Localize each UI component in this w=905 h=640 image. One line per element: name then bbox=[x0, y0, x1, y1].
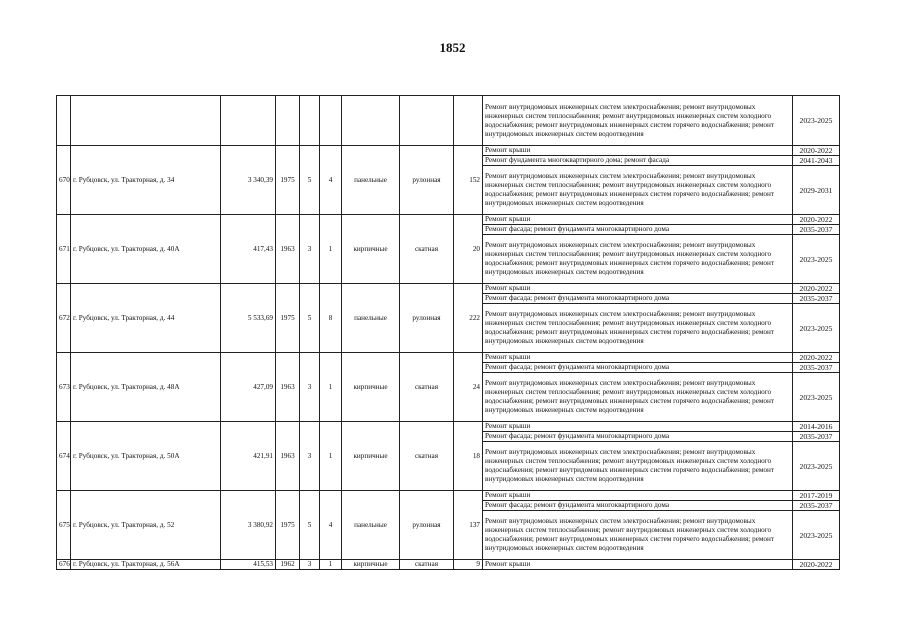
address-cell: г. Рубцовск, ул. Тракторная, д. 52 bbox=[71, 491, 221, 560]
address-cell: г. Рубцовск, ул. Тракторная, д. 50А bbox=[71, 422, 221, 491]
work-type-cell: Ремонт фасада; ремонт фундамента многоквартирного дома bbox=[483, 294, 793, 304]
address-cell: г. Рубцовск, ул. Тракторная, д. 34 bbox=[71, 146, 221, 215]
work-type-cell: Ремонт крыши bbox=[483, 146, 793, 156]
period-cell: 2023-2025 bbox=[793, 373, 840, 422]
address-cell bbox=[71, 96, 221, 146]
area-cell bbox=[221, 96, 276, 146]
address-cell: г. Рубцовск, ул. Тракторная, д. 44 bbox=[71, 284, 221, 353]
roof-type-cell: скатная bbox=[400, 353, 454, 422]
number-cell: 670 bbox=[57, 146, 71, 215]
table-row bbox=[57, 491, 840, 501]
wall-material-cell: кирпичные bbox=[342, 560, 400, 570]
table-row bbox=[57, 215, 840, 225]
area-cell: 3 340,39 bbox=[221, 146, 276, 215]
area-cell: 417,43 bbox=[221, 215, 276, 284]
period-cell: 2023-2025 bbox=[793, 304, 840, 353]
period-cell: 2041-2043 bbox=[793, 156, 840, 166]
residents-cell: 18 bbox=[454, 422, 483, 491]
year-cell: 1963 bbox=[276, 353, 300, 422]
roof-type-cell: рулонная bbox=[400, 146, 454, 215]
roof-type-cell: скатная bbox=[400, 422, 454, 491]
period-cell: 2029-2031 bbox=[793, 166, 840, 215]
residents-cell: 9 bbox=[454, 560, 483, 570]
floors-cell: 5 bbox=[300, 491, 320, 560]
residents-cell: 20 bbox=[454, 215, 483, 284]
wall-material-cell: панельные bbox=[342, 146, 400, 215]
period-cell: 2020-2022 bbox=[793, 560, 840, 570]
period-cell: 2020-2022 bbox=[793, 353, 840, 363]
work-type-cell: Ремонт крыши bbox=[483, 422, 793, 432]
area-cell: 415,53 bbox=[221, 560, 276, 570]
roof-type-cell: скатная bbox=[400, 215, 454, 284]
wall-material-cell: кирпичные bbox=[342, 422, 400, 491]
work-type-cell: Ремонт фасада; ремонт фундамента многоквартирного дома bbox=[483, 225, 793, 235]
entrances-cell: 1 bbox=[320, 422, 342, 491]
period-cell: 2023-2025 bbox=[793, 235, 840, 284]
work-type-cell: Ремонт крыши bbox=[483, 284, 793, 294]
roof-type-cell bbox=[400, 96, 454, 146]
entrances-cell: 8 bbox=[320, 284, 342, 353]
address-cell: г. Рубцовск, ул. Тракторная, д. 40А bbox=[71, 215, 221, 284]
table-row bbox=[57, 422, 840, 432]
area-cell: 3 380,92 bbox=[221, 491, 276, 560]
work-type-cell: Ремонт фундамента многоквартирного дома; ремонт фасада bbox=[483, 156, 793, 166]
period-cell: 2020-2022 bbox=[793, 284, 840, 294]
period-cell: 2014-2016 bbox=[793, 422, 840, 432]
address-cell: г. Рубцовск, ул. Тракторная, д. 48А bbox=[71, 353, 221, 422]
entrances-cell: 4 bbox=[320, 491, 342, 560]
year-cell: 1975 bbox=[276, 146, 300, 215]
residents-cell: 24 bbox=[454, 353, 483, 422]
wall-material-cell: кирпичные bbox=[342, 215, 400, 284]
entrances-cell: 1 bbox=[320, 560, 342, 570]
work-type-cell: Ремонт крыши bbox=[483, 215, 793, 225]
page-number: 1852 bbox=[439, 40, 466, 55]
carryover-row bbox=[57, 96, 840, 146]
roof-type-cell: рулонная bbox=[400, 284, 454, 353]
year-cell: 1975 bbox=[276, 284, 300, 353]
year-cell: 1963 bbox=[276, 215, 300, 284]
wall-material-cell bbox=[342, 96, 400, 146]
year-cell: 1962 bbox=[276, 560, 300, 570]
number-cell: 674 bbox=[57, 422, 71, 491]
floors-cell: 3 bbox=[300, 560, 320, 570]
repair-schedule-table bbox=[56, 95, 840, 570]
work-type-cell: Ремонт фасада; ремонт фундамента многоквартирного дома bbox=[483, 432, 793, 442]
roof-type-cell: рулонная bbox=[400, 491, 454, 560]
period-cell: 2035-2037 bbox=[793, 225, 840, 235]
table-row bbox=[57, 284, 840, 294]
period-cell: 2035-2037 bbox=[793, 294, 840, 304]
wall-material-cell: панельные bbox=[342, 491, 400, 560]
work-type-cell: Ремонт внутридомовых инженерных систем электроснабжения; ремонт внутридомовых инженерных систем теплоснабжения; ремонт внутридомовых инженерных систем холодного водоснабжения; ремонт внутридомовых инженерных систем горячего водоснабжения; ремонт внутридомовых инженерных систем водоотведения bbox=[483, 442, 793, 491]
period-cell: 2035-2037 bbox=[793, 432, 840, 442]
work-type-cell: Ремонт крыши bbox=[483, 491, 793, 501]
work-type-cell: Ремонт крыши bbox=[483, 560, 793, 570]
table-row bbox=[57, 146, 840, 156]
address-cell: г. Рубцовск, ул. Тракторная, д. 56А bbox=[71, 560, 221, 570]
year-cell: 1963 bbox=[276, 422, 300, 491]
period-cell: 2035-2037 bbox=[793, 363, 840, 373]
work-type-cell: Ремонт внутридомовых инженерных систем электроснабжения; ремонт внутридомовых инженерных систем теплоснабжения; ремонт внутридомовых инженерных систем холодного водоснабжения; ремонт внутридомовых инженерных систем горячего водоснабжения; ремонт внутридомовых инженерных систем водоотведения bbox=[483, 373, 793, 422]
entrances-cell bbox=[320, 96, 342, 146]
floors-cell: 5 bbox=[300, 284, 320, 353]
wall-material-cell: панельные bbox=[342, 284, 400, 353]
number-cell: 675 bbox=[57, 491, 71, 560]
roof-type-cell: скатная bbox=[400, 560, 454, 570]
period-cell: 2020-2022 bbox=[793, 146, 840, 156]
work-type-cell: Ремонт фасада; ремонт фундамента многоквартирного дома bbox=[483, 363, 793, 373]
floors-cell: 5 bbox=[300, 146, 320, 215]
floors-cell: 3 bbox=[300, 353, 320, 422]
table-row bbox=[57, 560, 840, 570]
number-cell: 676 bbox=[57, 560, 71, 570]
floors-cell: 3 bbox=[300, 215, 320, 284]
wall-material-cell: кирпичные bbox=[342, 353, 400, 422]
work-type-cell: Ремонт внутридомовых инженерных систем электроснабжения; ремонт внутридомовых инженерных систем теплоснабжения; ремонт внутридомовых инженерных систем холодного водоснабжения; ремонт внутридомовых инженерных систем горячего водоснабжения; ремонт внутридомовых инженерных систем водоотведения bbox=[483, 235, 793, 284]
table-row bbox=[57, 353, 840, 363]
entrances-cell: 4 bbox=[320, 146, 342, 215]
residents-cell bbox=[454, 96, 483, 146]
area-cell: 427,09 bbox=[221, 353, 276, 422]
work-type-cell: Ремонт внутридомовых инженерных систем электроснабжения; ремонт внутридомовых инженерных систем теплоснабжения; ремонт внутридомовых инженерных систем холодного водоснабжения; ремонт внутридомовых инженерных систем горячего водоснабжения; ремонт внутридомовых инженерных систем водоотведения bbox=[483, 511, 793, 560]
number-cell: 672 bbox=[57, 284, 71, 353]
area-cell: 5 533,69 bbox=[221, 284, 276, 353]
number-cell: 673 bbox=[57, 353, 71, 422]
residents-cell: 222 bbox=[454, 284, 483, 353]
work-type-cell: Ремонт внутридомовых инженерных систем электроснабжения; ремонт внутридомовых инженерных систем теплоснабжения; ремонт внутридомовых инженерных систем холодного водоснабжения; ремонт внутридомовых инженерных систем горячего водоснабжения; ремонт внутридомовых инженерных систем водоотведения bbox=[483, 304, 793, 353]
period-cell: 2017-2019 bbox=[793, 491, 840, 501]
residents-cell: 152 bbox=[454, 146, 483, 215]
number-cell: 671 bbox=[57, 215, 71, 284]
floors-cell bbox=[300, 96, 320, 146]
period-cell: 2023-2025 bbox=[793, 511, 840, 560]
area-cell: 421,91 bbox=[221, 422, 276, 491]
work-type-cell: Ремонт фасада; ремонт фундамента многоквартирного дома bbox=[483, 501, 793, 511]
period-cell: 2020-2022 bbox=[793, 215, 840, 225]
work-type-cell: Ремонт внутридомовых инженерных систем электроснабжения; ремонт внутридомовых инженерных систем теплоснабжения; ремонт внутридомовых инженерных систем холодного водоснабжения; ремонт внутридомовых инженерных систем горячего водоснабжения; ремонт внутридомовых инженерных систем водоотведения bbox=[483, 96, 793, 146]
period-cell: 2023-2025 bbox=[793, 96, 840, 146]
period-cell: 2035-2037 bbox=[793, 501, 840, 511]
residents-cell: 137 bbox=[454, 491, 483, 560]
floors-cell: 3 bbox=[300, 422, 320, 491]
number-cell bbox=[57, 96, 71, 146]
work-type-cell: Ремонт внутридомовых инженерных систем электроснабжения; ремонт внутридомовых инженерных систем теплоснабжения; ремонт внутридомовых инженерных систем холодного водоснабжения; ремонт внутридомовых инженерных систем горячего водоснабжения; ремонт внутридомовых инженерных систем водоотведения bbox=[483, 166, 793, 215]
year-cell bbox=[276, 96, 300, 146]
entrances-cell: 1 bbox=[320, 215, 342, 284]
entrances-cell: 1 bbox=[320, 353, 342, 422]
period-cell: 2023-2025 bbox=[793, 442, 840, 491]
work-type-cell: Ремонт крыши bbox=[483, 353, 793, 363]
year-cell: 1975 bbox=[276, 491, 300, 560]
